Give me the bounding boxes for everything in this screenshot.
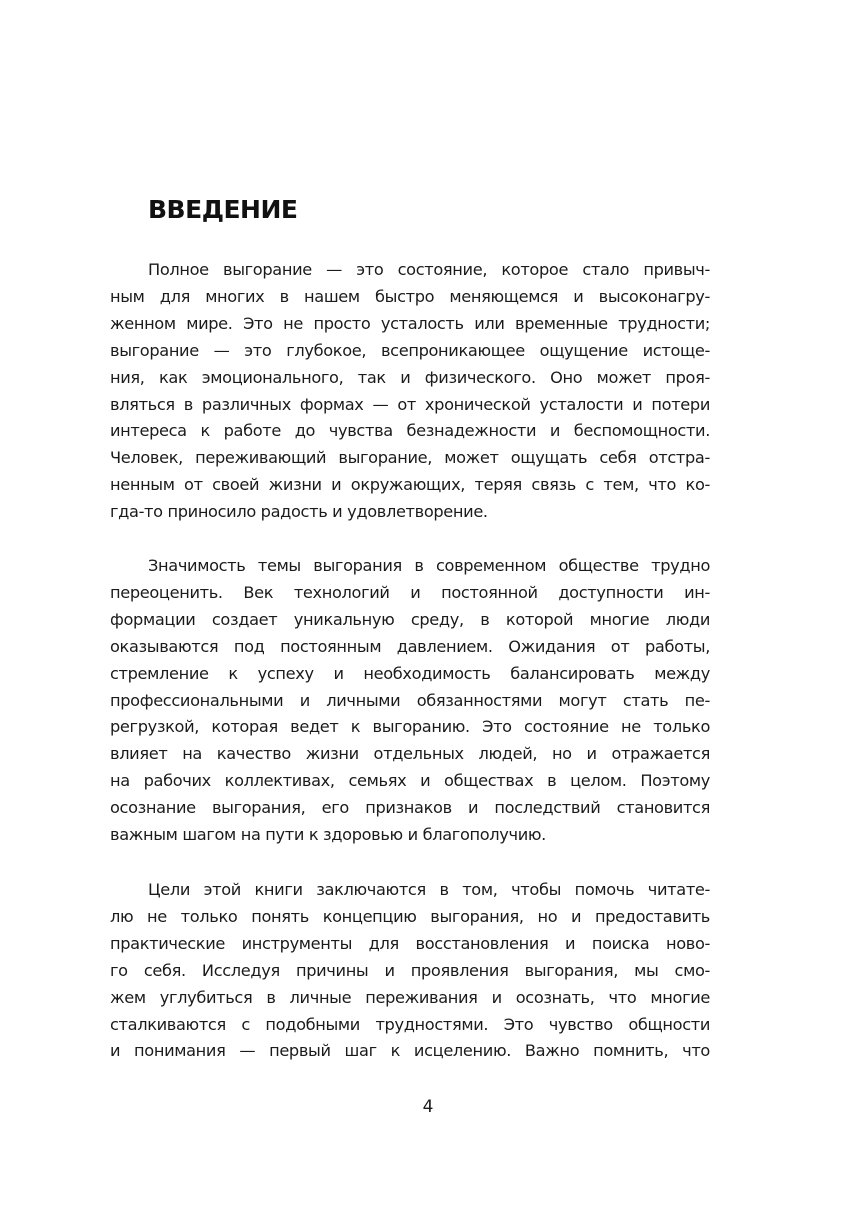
paragraph-line: Полное выгорание — это состояние, которое стало привыч- bbox=[148, 260, 710, 279]
paragraph-line: лю не только понять концепцию выгорания, но и предоставить bbox=[110, 906, 710, 926]
paragraph-line: Цели этой книги заключаются в том, чтобы помочь читате- bbox=[148, 880, 710, 899]
paragraph-line: переоценить. Век технологий и постоянной доступности ин- bbox=[110, 582, 710, 602]
paragraph-3 bbox=[110, 877, 710, 1065]
paragraph-line: ненным от своей жизни и окружающих, теряя связь с тем, что ко- bbox=[110, 475, 710, 495]
paragraph-line: сталкиваются с подобными трудностями. Это чувство общности bbox=[110, 1014, 710, 1034]
paragraph-line: выгорание — это глубокое, всепроникающее ощущение истоще- bbox=[110, 340, 710, 360]
paragraph-line: стремление к успеху и необходимость балансировать между bbox=[110, 663, 710, 683]
paragraph-line: Значимость темы выгорания в современном обществе трудно bbox=[148, 556, 710, 575]
paragraph-1 bbox=[110, 257, 710, 526]
paragraph-line: интереса к работе до чувства безнадежности и беспомощности. bbox=[110, 421, 710, 441]
page-number: 4 bbox=[422, 1097, 434, 1117]
paragraph-line: оказываются под постоянным давлением. Ожидания от работы, bbox=[110, 636, 710, 656]
chapter-heading: ВВЕДЕНИЕ bbox=[148, 195, 298, 224]
paragraph-line: и понимания — первый шаг к исцелению. Важно помнить, что bbox=[110, 1041, 710, 1061]
paragraph-line: жем углубиться в личные переживания и осознать, что многие bbox=[110, 987, 710, 1007]
paragraph-line: ным для многих в нашем быстро меняющемся и высоконагру- bbox=[110, 286, 710, 306]
paragraph-line: профессиональными и личными обязанностями могут стать пе- bbox=[110, 690, 710, 710]
paragraph-line: важным шагом на пути к здоровью и благополучию. bbox=[110, 825, 546, 845]
paragraph-2 bbox=[110, 553, 710, 849]
paragraph-line: осознание выгорания, его признаков и последствий становится bbox=[110, 798, 710, 818]
paragraph-line: регрузкой, которая ведет к выгоранию. Это состояние не только bbox=[110, 717, 710, 737]
paragraph-line: го себя. Исследуя причины и проявления выгорания, мы смо- bbox=[110, 960, 710, 980]
paragraph-line: практические инструменты для восстановления и поиска ново- bbox=[110, 933, 710, 953]
paragraph-line: формации создает уникальную среду, в которой многие люди bbox=[110, 609, 710, 629]
paragraph-line: Человек, переживающий выгорание, может ощущать себя отстра- bbox=[110, 448, 710, 468]
paragraph-line: влияет на качество жизни отдельных людей, но и отражается bbox=[110, 744, 710, 764]
paragraph-line: вляться в различных формах — от хронической усталости и потери bbox=[110, 394, 710, 414]
paragraph-line: на рабочих коллективах, семьях и обществах в целом. Поэтому bbox=[110, 771, 710, 791]
paragraph-line: ния, как эмоционального, так и физического. Оно может проя- bbox=[110, 367, 710, 387]
paragraph-line: гда-то приносило радость и удовлетворение. bbox=[110, 502, 488, 522]
paragraph-line: женном мире. Это не просто усталость или временные трудности; bbox=[110, 313, 710, 333]
